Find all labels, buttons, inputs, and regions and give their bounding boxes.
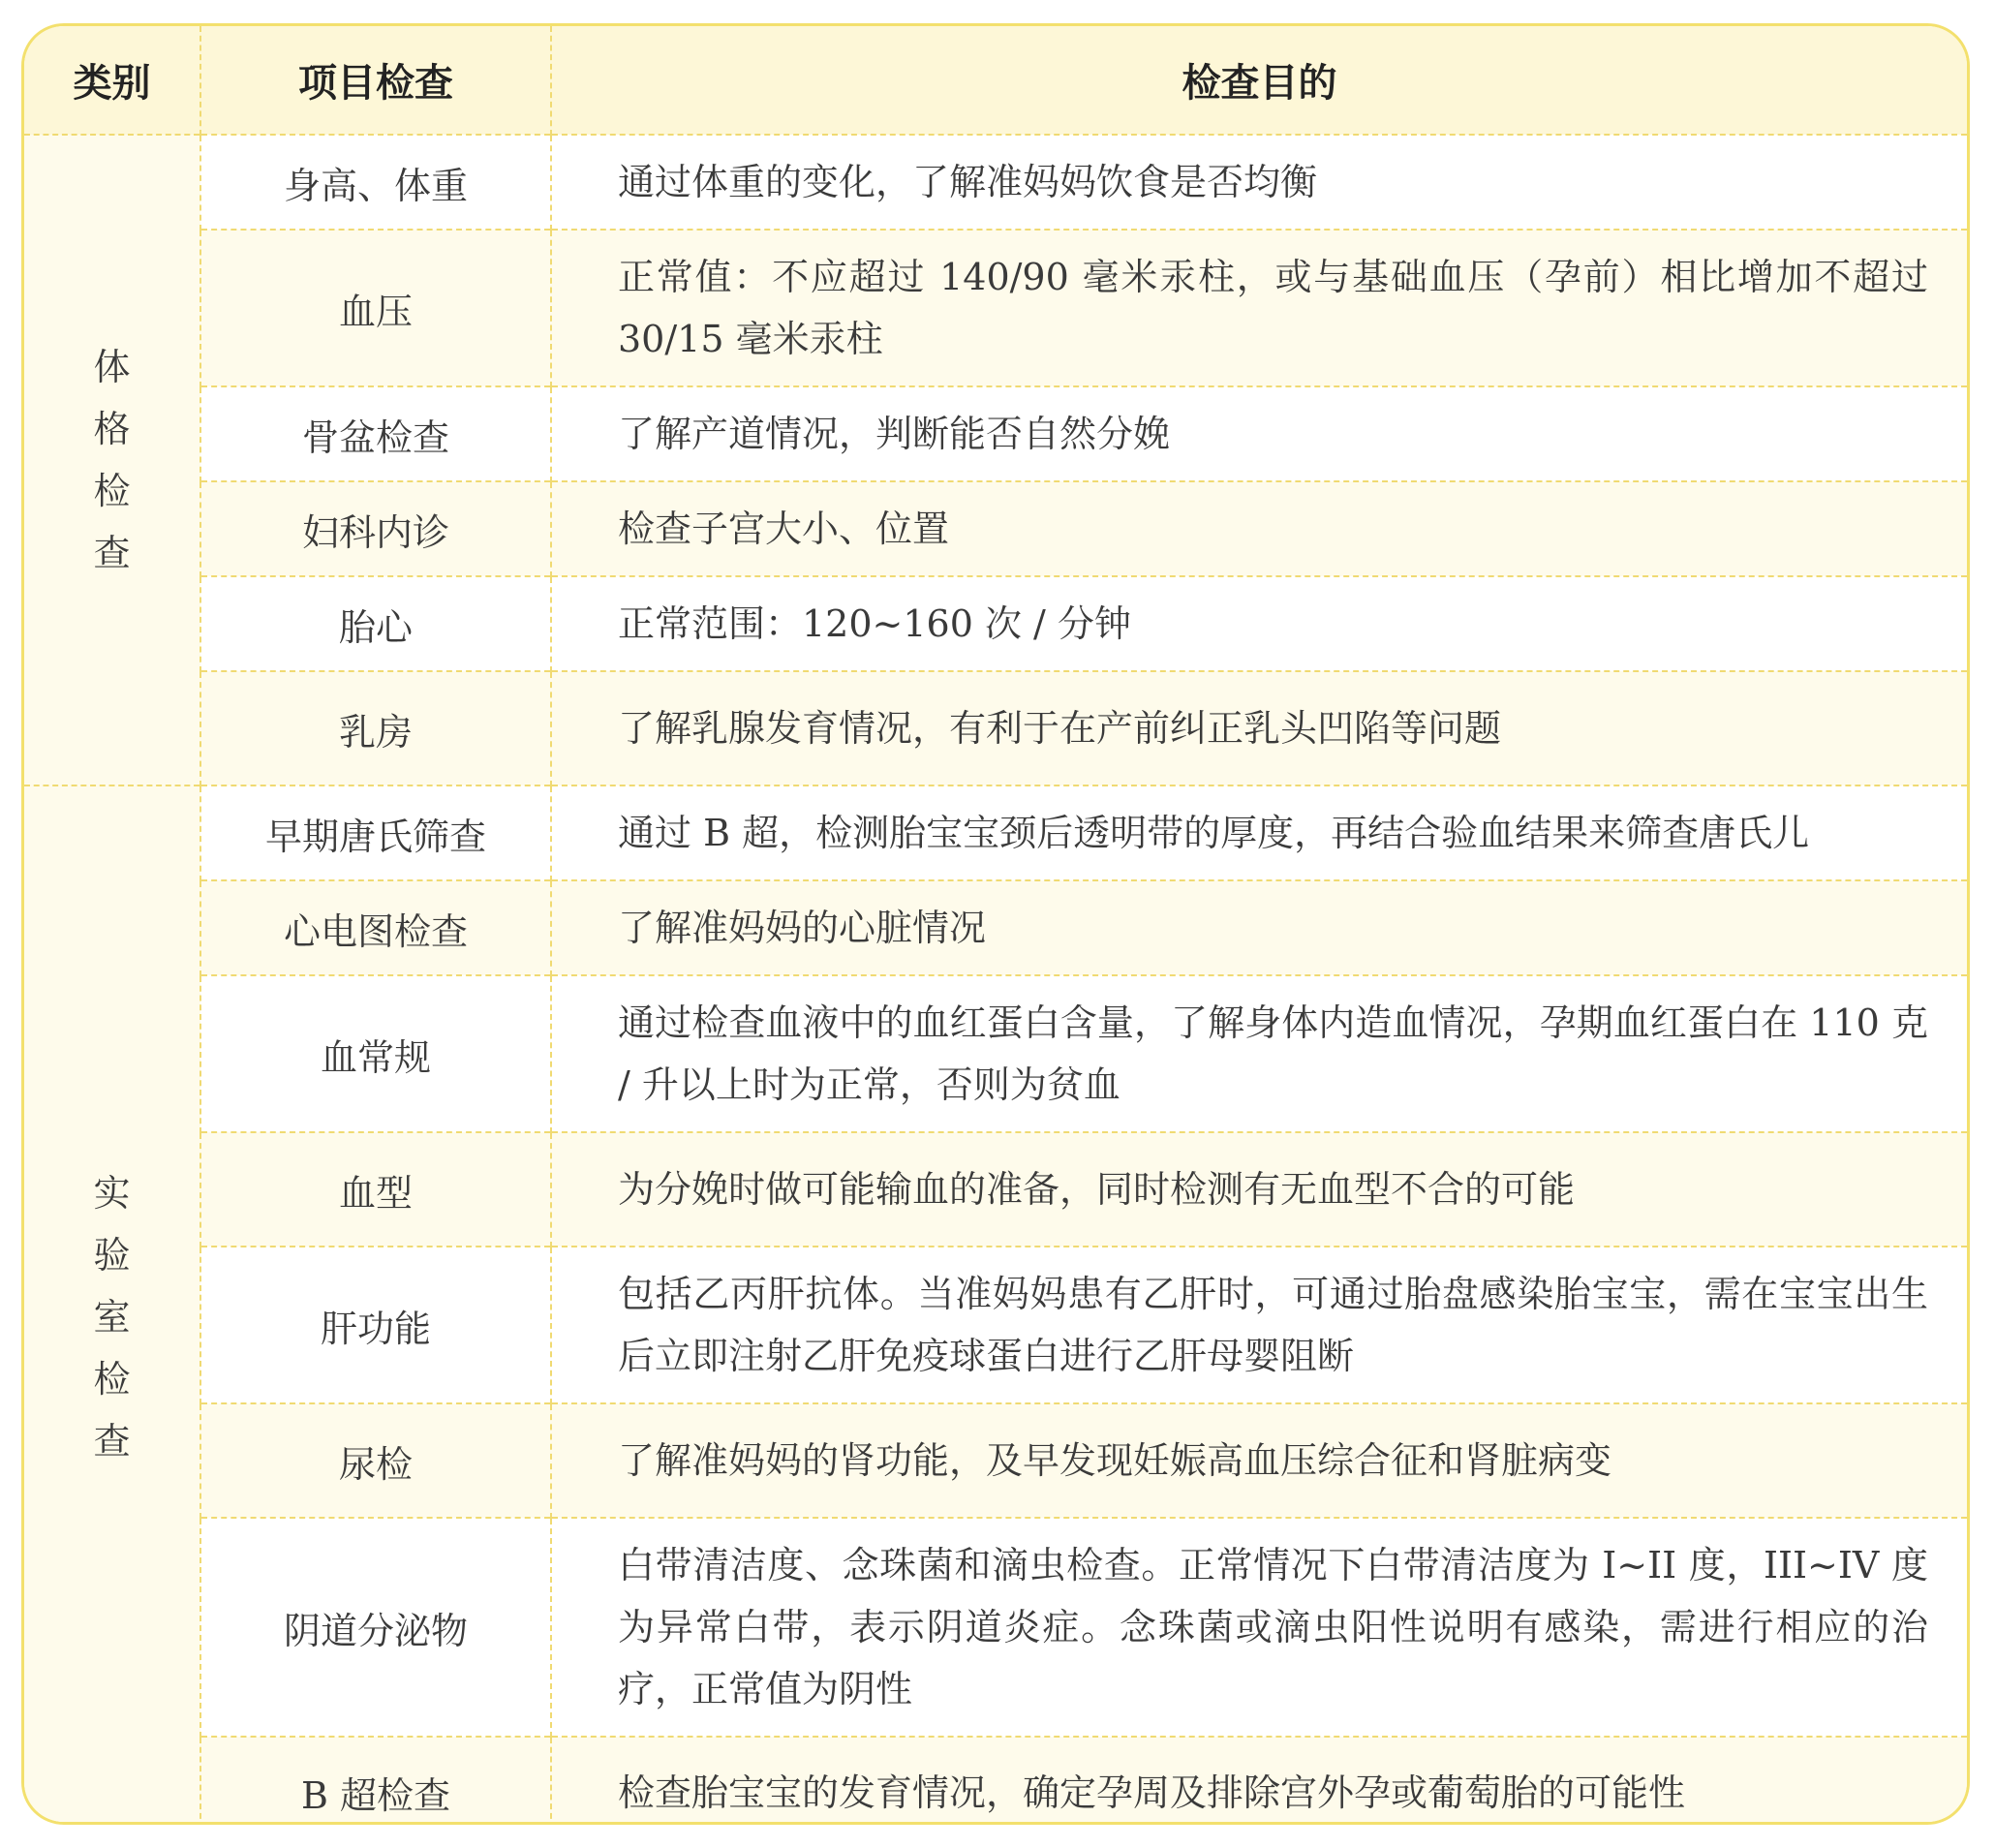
category-label: 实验室检查 [93,1171,131,1463]
table-row [24,1737,1967,1825]
exam-table-frame [21,23,1970,1825]
exam-item-cell: 尿检 [200,1403,551,1518]
table-row [24,880,1967,975]
table-row [24,481,1967,576]
exam-purpose-cell: 通过体重的变化，了解准妈妈饮食是否均衡 [551,135,1967,230]
category-cell [24,785,200,1825]
exam-item-cell: 妇科内诊 [200,481,551,576]
exam-purpose-cell: 为分娩时做可能输血的准备，同时检测有无血型不合的可能 [551,1132,1967,1247]
table-row [24,1403,1967,1518]
exam-purpose-cell: 正常值：不应超过 140/90 毫米汞柱，或与基础血压（孕前）相比增加不超过 30/15 毫米汞柱 [551,230,1967,386]
table-row [24,386,1967,481]
exam-purpose-cell: 白带清洁度、念珠菌和滴虫检查。正常情况下白带清洁度为 I~II 度，III~IV 度为异常白带，表示阴道炎症。念珠菌或滴虫阳性说明有感染，需进行相应的治疗，正常值为阴性 [551,1518,1967,1737]
exam-item-cell: 早期唐氏筛查 [200,785,551,880]
table-header-row [24,26,1967,135]
exam-purpose-cell: 了解准妈妈的心脏情况 [551,880,1967,975]
table-row [24,1518,1967,1737]
table-row [24,671,1967,785]
header-item: 项目检查 [200,26,551,135]
table-row [24,975,1967,1132]
exam-item-cell: 胎心 [200,576,551,671]
exam-item-cell: B 超检查 [200,1737,551,1825]
table-row [24,1247,1967,1403]
header-purpose: 检查目的 [551,26,1967,135]
exam-purpose-cell: 了解乳腺发育情况，有利于在产前纠正乳头凹陷等问题 [551,671,1967,785]
table-row [24,785,1967,880]
exam-item-cell: 乳房 [200,671,551,785]
exam-item-cell: 血型 [200,1132,551,1247]
exam-item-cell: 心电图检查 [200,880,551,975]
header-category: 类别 [73,61,151,106]
exam-purpose-cell: 通过检查血液中的血红蛋白含量，了解身体内造血情况，孕期血红蛋白在 110 克 / 升以上时为正常，否则为贫血 [551,975,1967,1132]
category-label: 体格检查 [93,346,131,574]
exam-purpose-cell: 了解准妈妈的肾功能，及早发现妊娠高血压综合征和肾脏病变 [551,1403,1967,1518]
table-body [24,135,1967,1825]
exam-item-cell: 骨盆检查 [200,386,551,481]
table-row [24,1132,1967,1247]
exam-purpose-cell: 检查胎宝宝的发育情况，确定孕周及排除宫外孕或葡萄胎的可能性 [551,1737,1967,1825]
exam-purpose-cell: 包括乙丙肝抗体。当准妈妈患有乙肝时，可通过胎盘感染胎宝宝，需在宝宝出生后立即注射乙肝免疫球蛋白进行乙肝母婴阻断 [551,1247,1967,1403]
category-cell [24,135,200,785]
exam-purpose-cell: 正常范围：120~160 次 / 分钟 [551,576,1967,671]
table-row [24,135,1967,230]
table-row [24,230,1967,386]
exam-purpose-cell: 通过 B 超，检测胎宝宝颈后透明带的厚度，再结合验血结果来筛查唐氏儿 [551,785,1967,880]
exam-item-cell: 肝功能 [200,1247,551,1403]
exam-purpose-cell: 检查子宫大小、位置 [551,481,1967,576]
exam-item-cell: 身高、体重 [200,135,551,230]
exam-item-cell: 血常规 [200,975,551,1132]
exam-purpose-cell: 了解产道情况，判断能否自然分娩 [551,386,1967,481]
exam-item-cell: 血压 [200,230,551,386]
exam-item-cell: 阴道分泌物 [200,1518,551,1737]
table-row [24,576,1967,671]
prenatal-exam-table [24,26,1967,1825]
